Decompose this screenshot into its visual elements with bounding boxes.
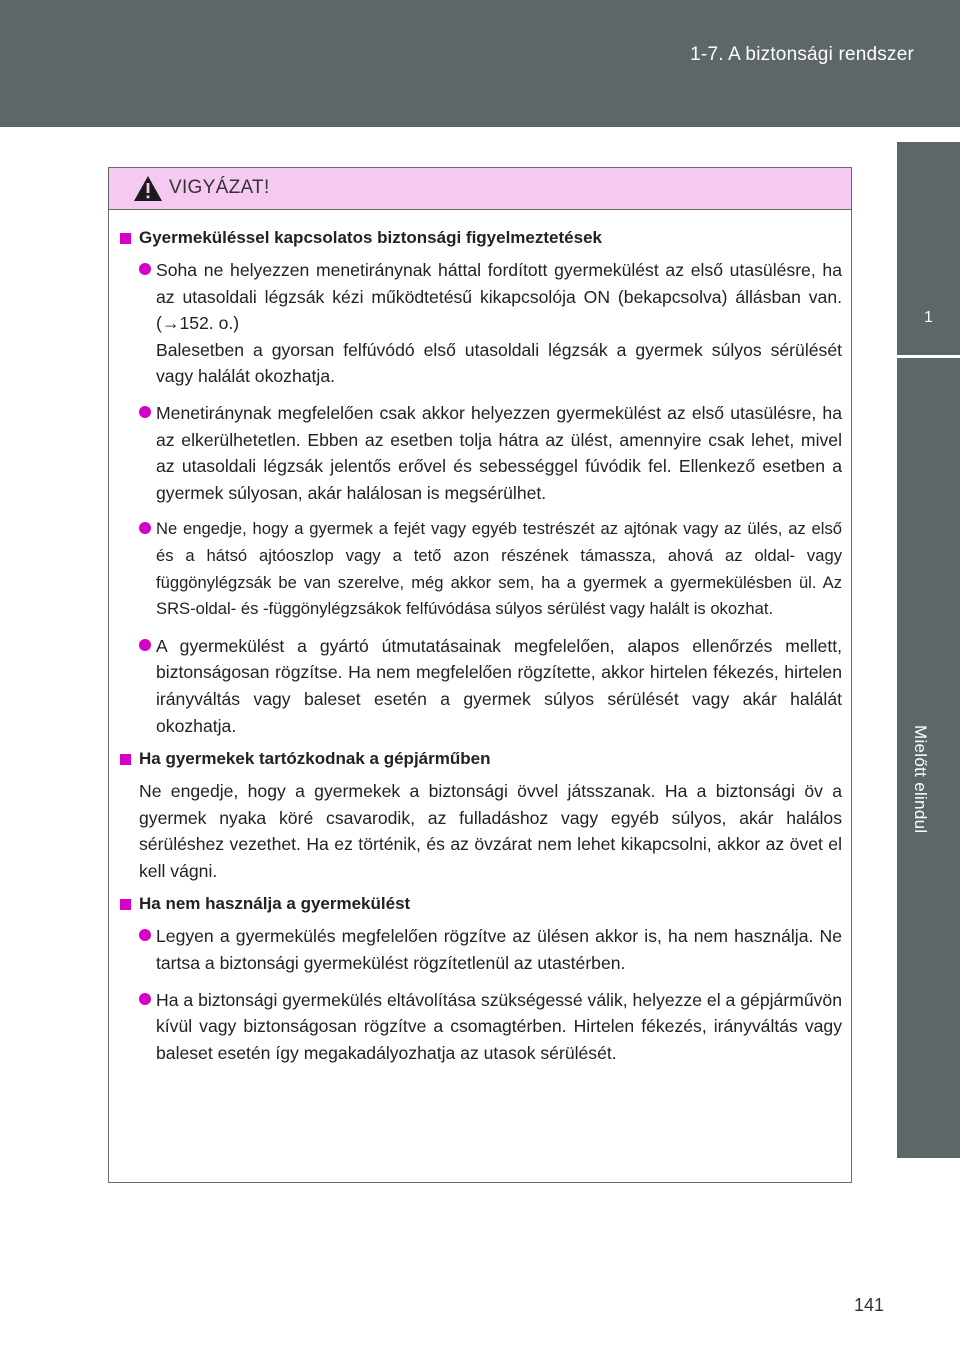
chapter-tab <box>897 142 960 355</box>
warning-body <box>109 210 851 1066</box>
section-heading: Ha gyermekek tartózkodnak a gépjárműben <box>118 749 842 769</box>
item-text-continued: Balesetben a gyorsan felfúvódó első utasoldali légzsák a gyermek súlyos sérülését vagy halálát okozhatja. <box>156 339 842 387</box>
paragraph-text: Ne engedje, hogy a gyermekek a biztonsági övvel játsszanak. Ha a biztonsági öv a gyermek nyaka köré csavarodik, az fulladáshoz vagy egyéb súlyos, akár halálos sérüléshez vezethet. Ha ez történik, és az övzárat nem lehet kikapcsolni, akkor az övet el kell vágni. <box>139 781 842 881</box>
list-item <box>118 633 842 739</box>
item-text: Menetiránynak megfelelően csak akkor helyezzen gyermekülést az első utasülésre, ha az elkerülhetetlen. Ebben az esetben tolja hátra az ülést, amennyire csak lehet, mivel az utasoldali légzsák jelentős erővel és sebességgel fúvódik fel. Ellenkező esetben a gyermek súlyosan, akár halálosan is megsérülhet. <box>156 402 842 503</box>
warning-box <box>108 167 852 1183</box>
warning-header <box>109 168 851 210</box>
list-item <box>118 257 842 390</box>
chapter-number: 1 <box>924 309 933 326</box>
item-text: Soha ne helyezzen menetiránynak háttal fordított gyermekülést az első utasülésre, ha az utasoldali légzsák kézi működtetésű kikapcsolója ON (bekapcsolva) állásban van. (→152. o.) <box>156 260 842 334</box>
section-heading: Ha nem használja a gyermekülést <box>118 894 842 914</box>
section-paragraph <box>118 778 842 884</box>
square-bullet-icon <box>120 233 131 244</box>
chapter-label: Mielőtt elindul <box>911 725 930 834</box>
round-bullet-icon <box>139 263 151 275</box>
page-header <box>0 0 960 127</box>
square-bullet-icon <box>120 754 131 765</box>
item-text: A gyermekülést a gyártó útmutatásainak megfelelően, alapos ellenőrzés mellett, biztonságosan rögzítse. Ha nem megfelelően rögzítette, akkor hirtelen fékezés, hirtelen irányváltás vagy baleset esetén a gyermek súlyos sérülését vagy akár halálát okozhatja. <box>156 635 842 736</box>
page-number: 141 <box>853 1295 884 1315</box>
item-text: Ha a biztonsági gyermekülés eltávolítása szükségessé válik, helyezze el a gépjárművön kívül vagy biztonságosan rögzítve a csomagtérben. Hirtelen fékezés, irányváltás vagy baleset esetén így megakadályozhatja az utasok sérülését. <box>156 989 842 1063</box>
round-bullet-icon <box>139 406 151 418</box>
round-bullet-icon <box>139 639 151 651</box>
list-item <box>118 923 842 976</box>
round-bullet-icon <box>139 522 151 534</box>
item-text: Ne engedje, hogy a gyermek a fejét vagy egyéb testrészét az ajtónak vagy az ülés, az első és a hátsó ajtóoszlop vagy a tető azon részének támassza, ahová az oldal- vagy függönylégzsák be van szerelve, még akkor sem, ha a gyermek a gyermekülésben ül. Az SRS-oldal- és -függönylégzsákok felfúvódása súlyos sérülést vagy halált is okozhat. <box>156 519 842 619</box>
warning-triangle-icon <box>133 175 163 202</box>
section-heading: Gyermeküléssel kapcsolatos biztonsági figyelmeztetések <box>118 228 842 248</box>
warning-title: VIGYÁZAT! <box>169 177 270 198</box>
round-bullet-icon <box>139 929 151 941</box>
chapter-side-band <box>897 358 960 1158</box>
header-title: 1-7. A biztonsági rendszer <box>690 44 914 65</box>
list-item <box>118 400 842 506</box>
square-bullet-icon <box>120 899 131 910</box>
list-item <box>118 516 842 622</box>
list-item <box>118 987 842 1067</box>
item-text: Legyen a gyermekülés megfelelően rögzítve az ülésen akkor is, ha nem használja. Ne tartsa a biztonsági gyermekülést rögzítetlenül az utastérben. <box>156 926 842 974</box>
round-bullet-icon <box>139 993 151 1005</box>
